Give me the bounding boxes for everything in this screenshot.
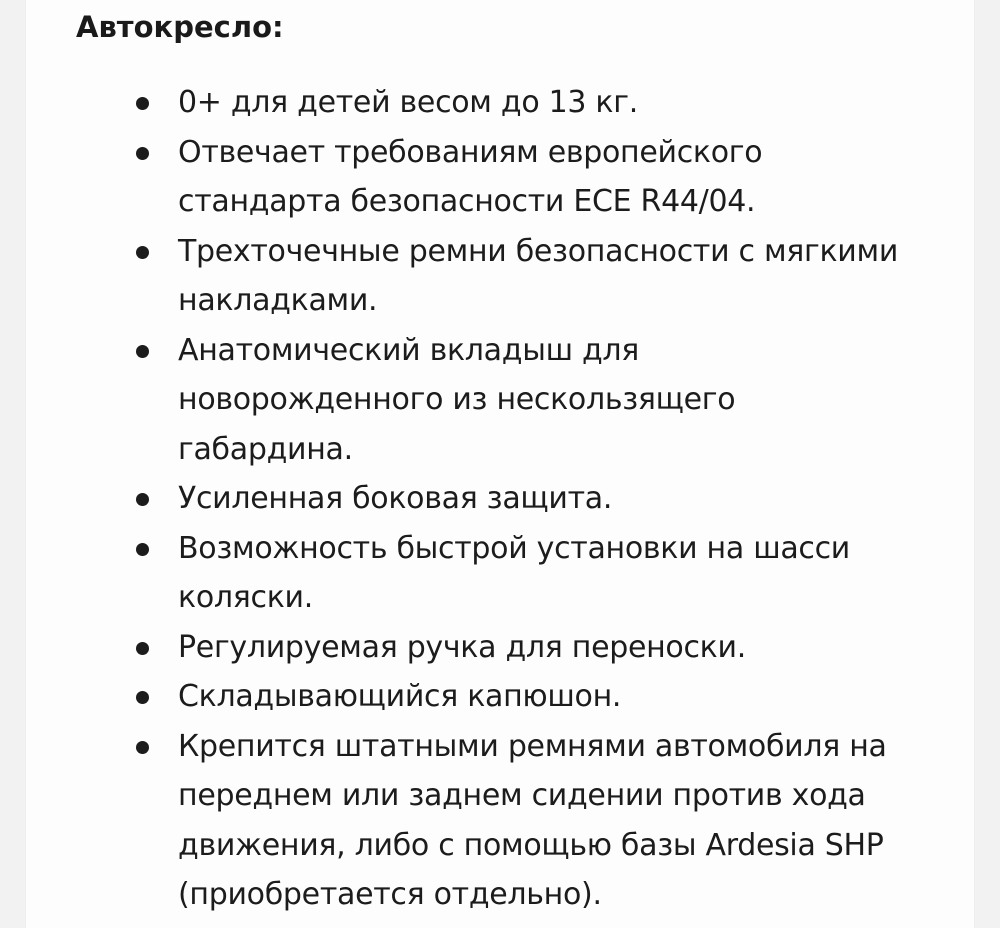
list-item — [130, 524, 900, 623]
list-item-text: Крепится штатными ремнями автомобиля на переднем или заднем сидении против хода движения, либо с помощью базы Ardesia SHP (приобретается отдельно). — [178, 728, 887, 912]
bullet-icon — [136, 97, 149, 110]
bullet-icon — [136, 345, 149, 358]
list-item-text: Трехточечные ремни безопасности с мягкими накладками. — [178, 233, 899, 318]
list-item — [130, 227, 900, 326]
list-item-text: Анатомический вкладыш для новорожденного из нескользящего габардина. — [178, 332, 736, 467]
list-item-text: Усиленная боковая защита. — [178, 481, 613, 516]
list-item — [130, 326, 900, 475]
bullet-icon — [136, 246, 149, 259]
bullet-icon — [136, 741, 149, 754]
list-item — [130, 623, 900, 673]
list-item-text: Регулируемая ручка для переноски. — [178, 629, 746, 665]
list-item — [130, 722, 900, 920]
list-item-text: Возможность быстрой установки на шасси коляски. — [178, 530, 851, 615]
bullet-icon — [136, 493, 149, 506]
bullet-icon — [136, 642, 149, 655]
list-item-text: Отвечает требованиям европейского стандарта безопасности ECE R44/04. — [178, 134, 763, 219]
list-item-text: Складывающийся капюшон. — [178, 679, 622, 714]
feature-list — [130, 78, 900, 920]
list-item — [130, 672, 900, 722]
list-item — [130, 78, 900, 128]
bullet-icon — [136, 691, 149, 704]
bullet-icon — [136, 543, 149, 556]
bullet-icon — [136, 147, 149, 160]
list-item-text: 0+ для детей весом до 13 кг. — [178, 85, 638, 120]
section-heading: Автокресло: — [76, 10, 284, 44]
list-item — [130, 474, 900, 524]
list-item — [130, 128, 900, 227]
